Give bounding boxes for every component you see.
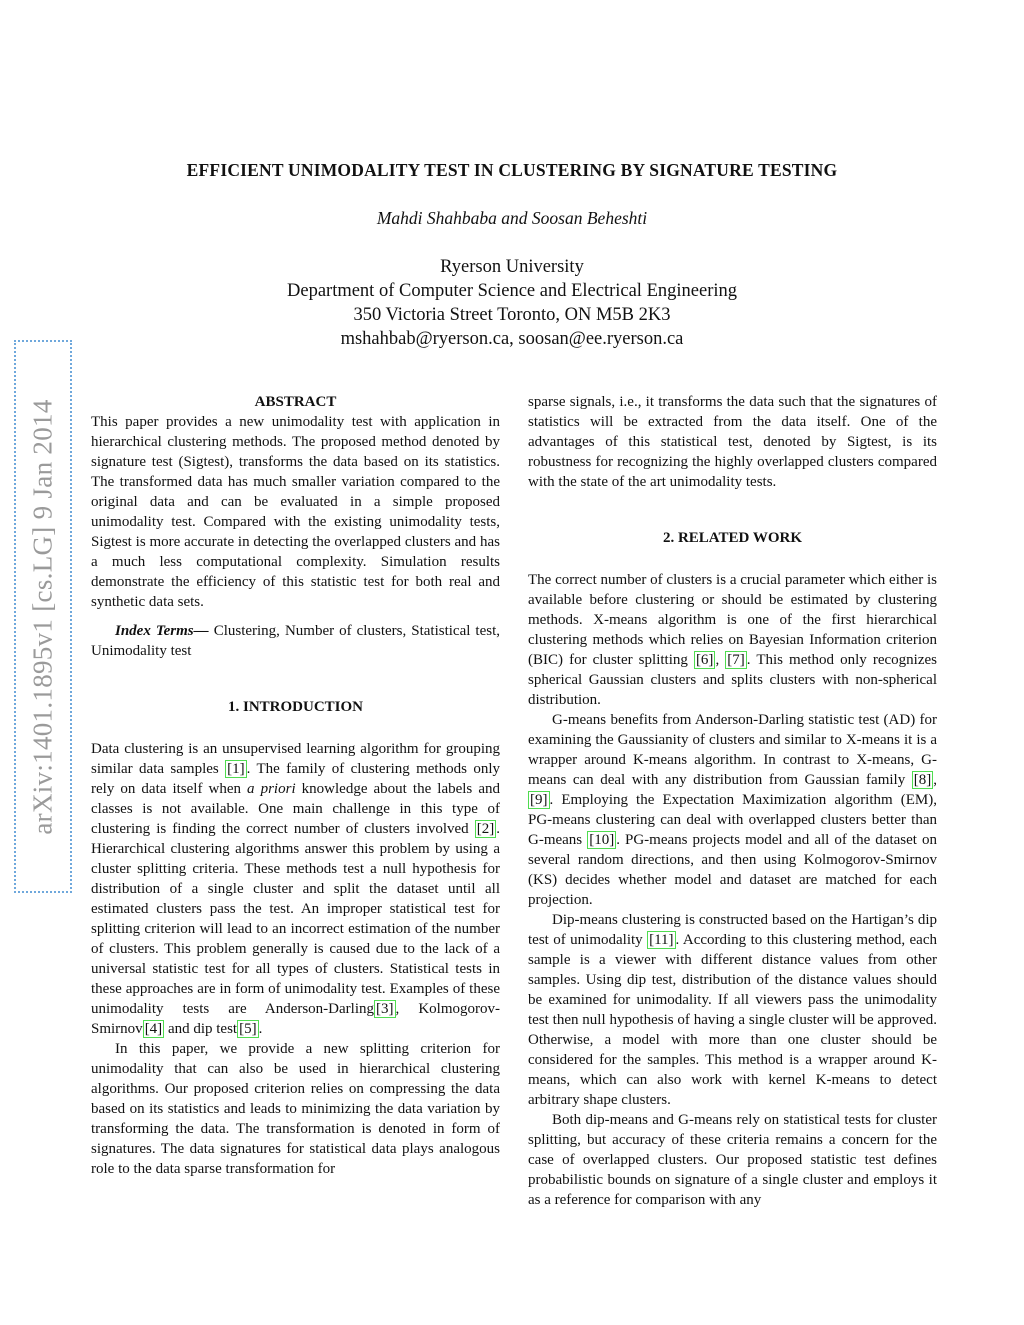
index-terms [91, 621, 500, 661]
affiliation-emails: mshahbab@ryerson.ca, soosan@ee.ryerson.ca [340, 329, 684, 349]
right-column [528, 392, 937, 1210]
left-column [91, 392, 500, 1179]
related-work-heading: 2. RELATED WORK [662, 530, 803, 546]
citation-link[interactable]: [4] [144, 1021, 163, 1037]
related-paragraph-3: Dip-means clustering is constructed based on the Hartigan’s dip test of unimodality [11] . According to this clustering method, each sample is a viewer with different distance values from other samples. Using dip test, distribution of the distance values should be examined for unimodality. If all viewers pass the unimodality test then null hypothesis of having a single cluster will be approved. Otherwise, a model with more than one cluster should be considered for the samples. This method is a wrapper around K-means, which can also work with kernel K-means to detect arbitrary shape clusters. [528, 912, 937, 1108]
affiliation-address: 350 Victoria Street Toronto, ON M5B 2K3 [353, 305, 671, 325]
abstract-text: This paper provides a new unimodality test with application in hierarchical clustering methods. The proposed method denoted by signature test (Sigtest), transforms the data based on its statistics. The transformed data has much smaller variation compared to the original data and can be evaluated in a simple proposed unimodality test. Compared with the existing unimodality tests, Sigtest is more accurate in detecting the overlapped clusters and has a much less computational complexity. Simulation results demonstrate the efficiency of this statistic test for both real and synthetic data sets. [91, 414, 500, 610]
intro-paragraph-2: In this paper, we provide a new splitting criterion for unimodality that can also be used in hierarchical clustering algorithms. Our proposed criterion relies on compressing the data based on its statistics and leads to minimizing the data variation by transforming the data. The transformation is denoted in form of signatures. The data signatures for statistical data plays analogous role to the data sparse transformation for [91, 1041, 500, 1177]
affiliation-university: Ryerson University [440, 257, 584, 277]
abstract-heading: ABSTRACT [254, 394, 337, 410]
related-paragraph-1: The correct number of clusters is a crucial parameter which either is available before clustering or should be estimated by clustering methods. X-means algorithm is one of the first hierarchical clustering methods which relies on Bayesian Information criterion (BIC) for cluster splitting [6] , [7] . This method only recognizes spherical Gaussian clusters and splits clusters with non-spherical distribution. [528, 572, 937, 708]
arxiv-stamp-text: arXiv:1401.1895v1 [cs.LG] 9 Jan 2014 [27, 398, 58, 835]
authors: Mahdi Shahbaba and Soosan Beheshti [376, 208, 648, 228]
affiliation-department: Department of Computer Science and Electrical Engineering [287, 281, 737, 301]
intro-paragraph-1: Data clustering is an unsupervised learning algorithm for grouping similar data samples [1] . The family of clustering methods only rely on data itself when a priori knowledge about the labels and classes is not available. One main challenge in this type of clustering is finding the correct number of clusters involved [2] . Hierarchical clustering algorithms answer this problem by using a cluster splitting criteria. These methods test a null hypothesis for distribution of a single cluster and split the dataset until all estimated clusters pass the test. An improper statistical test for splitting criterion will lead to an incorrect estimation of the number of clusters. This problem generally is caused due to the lack of a universal statistic test for all types of clusters. Statistical tests in these approaches are in form of unimodality test. Examples of these unimodality tests are Anderson-Darling [3] , Kolmogorov-Smirnov [4] and dip test [5] . [91, 741, 500, 1037]
index-terms-label: Index Terms— [115, 623, 209, 639]
related-paragraph-4: Both dip-means and G-means rely on statistical tests for cluster splitting, but accuracy of these criteria remains a concern for the case of overlapped clusters. Our proposed statistic test defines probabilistic bounds on signature of a single cluster and employs it as a reference for comparison with any [528, 1112, 937, 1208]
citation-link[interactable]: [1] [227, 761, 245, 777]
citation-link[interactable]: [3] [376, 1001, 394, 1017]
citation-link[interactable]: [8] [913, 772, 932, 788]
citation-link[interactable]: [6] [695, 652, 714, 668]
intro-heading: 1. INTRODUCTION [227, 699, 363, 715]
citation-link[interactable]: [5] [239, 1021, 257, 1037]
affiliation [0, 255, 1024, 351]
intro-continuation: sparse signals, i.e., it transforms the data such that the signatures of statistics will be extracted from the data itself. One of the advantages of this statistical test, denoted by Sigtest, is its robustness for recognizing the highly overlapped clusters compared with the state of the art unimodality tests. [528, 394, 937, 490]
citation-link[interactable]: [11] [649, 932, 674, 948]
paper-title: EFFICIENT UNIMODALITY TEST IN CLUSTERING BY SIGNATURE TESTING [186, 160, 838, 180]
citation-link[interactable]: [10] [589, 832, 615, 848]
citation-link[interactable]: [9] [530, 792, 548, 808]
index-terms-text: Clustering, Number of clusters, Statistical test, Unimodality test [91, 623, 501, 659]
arxiv-stamp [14, 340, 72, 893]
citation-link[interactable]: [2] [476, 821, 495, 837]
citation-link[interactable]: [7] [727, 652, 745, 668]
related-paragraph-2: G-means benefits from Anderson-Darling statistic test (AD) for examining the Gaussianity of clusters and similar to X-means it is a wrapper around K-means algorithm. In contrast to X-means, G-means can deal with any distribution from Gaussian family [8] , [9] . Employing the Expectation Maximization algorithm (EM), PG-means clustering can deal with overlapped clusters better than G-means [10] . PG-means projects model and all of the dataset on several random directions, and then using Kolmogorov-Smirnov (KS) decides whether model and dataset are matched for each projection. [528, 712, 937, 908]
